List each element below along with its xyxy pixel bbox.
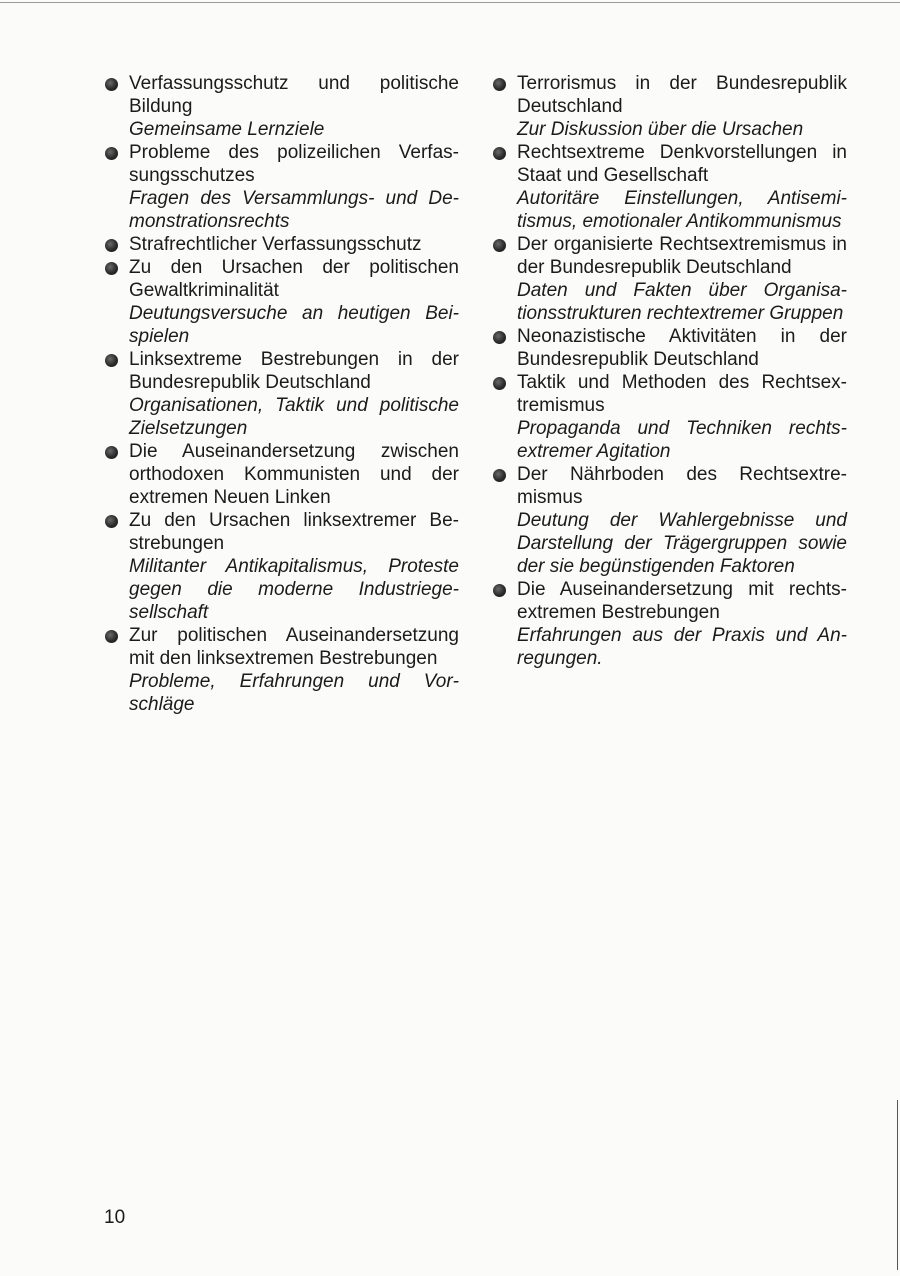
- topic-entry: [104, 440, 459, 509]
- right-column: [492, 72, 847, 670]
- topic-title: Taktik und Methoden des Rechtsextremismus: [517, 372, 847, 416]
- topic-entry: [492, 578, 847, 670]
- topic-title: Strafrechtlicher Verfassungsschutz: [129, 234, 422, 255]
- topic-entry: [104, 233, 459, 256]
- topic-title: Linksextreme Bestrebungen in der Bundesrepublik Deutschland: [129, 349, 459, 393]
- topic-subtitle: Autoritäre Einstellungen, Antisemitismus, emotionaler Antikommunismus: [517, 188, 847, 232]
- bullet-icon: [105, 354, 118, 367]
- topic-title: Zu den Ursachen der politischen Gewaltkriminalität: [129, 257, 459, 301]
- topic-title: Der Nährboden des Rechtsextremismus: [517, 464, 847, 508]
- topic-subtitle: Propaganda und Techniken rechtsextremer Agitation: [517, 418, 847, 462]
- bullet-icon: [493, 147, 506, 160]
- topic-entry: [492, 325, 847, 371]
- bullet-icon: [105, 515, 118, 528]
- topic-subtitle: Fragen des Versammlungs- und Demonstrationsrechts: [129, 188, 459, 232]
- topic-subtitle: Zur Diskussion über die Ursachen: [517, 119, 804, 140]
- topic-entry: [492, 141, 847, 233]
- bullet-icon: [105, 630, 118, 643]
- topic-title: Der organisierte Rechtsextremismus in der Bundesrepublik Deutschland: [517, 234, 847, 278]
- topic-entry: [104, 624, 459, 716]
- bullet-icon: [493, 78, 506, 91]
- bullet-icon: [105, 446, 118, 459]
- bullet-icon: [493, 584, 506, 597]
- topic-title: Verfassungsschutz und politische Bildung: [129, 73, 459, 117]
- topic-subtitle: Probleme, Erfahrungen und Vorschläge: [129, 671, 459, 715]
- topic-subtitle: Organisationen, Taktik und politische Zielsetzungen: [129, 395, 459, 439]
- topic-title: Die Auseinandersetzung mit rechtsextremen Bestrebungen: [517, 579, 847, 623]
- topic-entry: [104, 141, 459, 233]
- left-column: [104, 72, 459, 716]
- topic-title: Probleme des polizeilichen Verfassungsschutzes: [129, 142, 459, 186]
- topic-entry: [492, 371, 847, 463]
- topic-entry: [104, 509, 459, 624]
- bullet-icon: [105, 239, 118, 252]
- bullet-icon: [105, 78, 118, 91]
- bullet-icon: [493, 469, 506, 482]
- bullet-icon: [105, 147, 118, 160]
- topic-title: Rechtsextreme Denkvorstellungen in Staat und Gesellschaft: [517, 142, 847, 186]
- topic-title: Zu den Ursachen linksextremer Bestrebungen: [129, 510, 459, 554]
- page-number: 10: [104, 1207, 126, 1228]
- bullet-icon: [493, 239, 506, 252]
- bullet-icon: [493, 331, 506, 344]
- topic-title: Die Auseinandersetzung zwischen orthodoxen Kommunisten und der extremen Neuen Linken: [129, 441, 459, 508]
- right-scan-mark: [897, 1100, 898, 1270]
- top-scan-border: [0, 2, 900, 3]
- topic-entry: [104, 348, 459, 440]
- topic-subtitle: Daten und Fakten über Organisationsstrukturen rechtextremer Gruppen: [517, 280, 847, 324]
- topic-entry: [104, 72, 459, 141]
- bullet-icon: [493, 377, 506, 390]
- topic-subtitle: Erfahrungen aus der Praxis und Anregungen.: [517, 625, 847, 669]
- topic-entry: [492, 72, 847, 141]
- topic-subtitle: Militanter Antikapitalismus, Proteste gegen die moderne Industriegesellschaft: [129, 556, 459, 623]
- bullet-icon: [105, 262, 118, 275]
- topic-subtitle: Deutungsversuche an heutigen Beispielen: [129, 303, 459, 347]
- topic-title: Terrorismus in der Bundesrepublik Deutschland: [517, 73, 847, 117]
- topic-title: Neonazistische Aktivitäten in der Bundesrepublik Deutschland: [517, 326, 847, 370]
- topic-entry: [104, 256, 459, 348]
- topic-title: Zur politischen Auseinandersetzung mit den linksextremen Bestrebungen: [129, 625, 459, 669]
- topic-entry: [492, 233, 847, 325]
- topic-subtitle: Deutung der Wahlergebnisse und Darstellung der Trägergruppen sowie der sie begünstigenden Faktoren: [517, 510, 847, 577]
- topic-entry: [492, 463, 847, 578]
- topic-subtitle: Gemeinsame Lernziele: [129, 119, 325, 140]
